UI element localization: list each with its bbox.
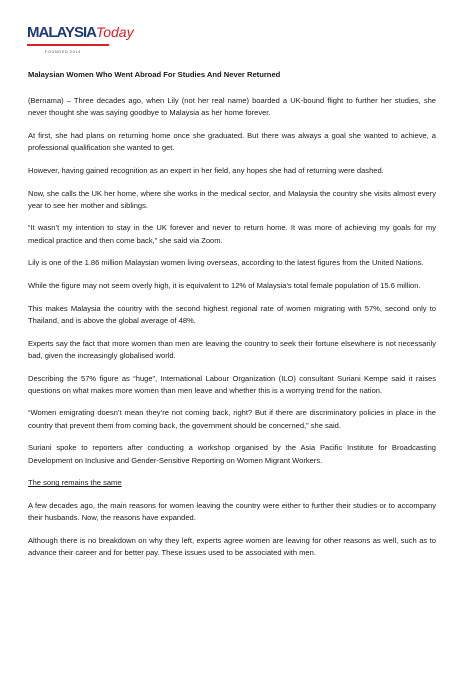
article-paragraph: While the figure may not seem overly high, it is equivalent to 12% of Malaysia’s total female population of 15.6 million. — [28, 281, 421, 291]
article-paragraph: “Women emigrating doesn’t mean they’re not coming back, right? But if there are discriminatory policies in place in the country that prevent them from coming back, the government should be concerned,” she said. — [28, 408, 436, 430]
article-body — [28, 95, 436, 570]
article-paragraph: A few decades ago, the main reasons for women leaving the country were either to further their studies or to accompany their husbands. Now, the reasons have expanded. — [28, 500, 436, 523]
article-paragraph: (Bernama) – Three decades ago, when Lily (not her real name) boarded a UK-bound flight to further her studies, she never thought she was saying goodbye to Malaysia as her home forever. — [28, 96, 436, 118]
article-paragraph: Experts say the fact that more women than men are leaving the country to seek their fortune elsewhere is not necessarily bad, given the increasingly globalised world. — [28, 338, 436, 360]
logo-wordmark — [27, 24, 134, 41]
article-paragraph: “It wasn’t my intention to stay in the UK forever and never to return home. It was more of achieving my goals for my medical practice and then come back,” she said via Zoom. — [28, 223, 436, 245]
article-paragraph: Now, she calls the UK her home, where she works in the medical sector, and Malaysia the country she visits almost every year to see her mother and siblings. — [28, 188, 436, 210]
logo-underline — [27, 44, 109, 46]
article-paragraph: Lily is one of the 1.86 million Malaysian women living overseas, according to the latest figures from the United Nations. — [28, 258, 424, 268]
logo-word-accent: Today — [95, 24, 134, 40]
logo-tagline: FOUNDED 2014 — [45, 49, 81, 54]
article-paragraph: Describing the 57% figure as “huge”, International Labour Organization (ILO) consultant Suriani Kempe said it raises questions on what makes more women than men leave and whether this is a worrying trend for the nation. — [28, 373, 436, 395]
malaysia-today-logo — [27, 24, 134, 60]
article-paragraph: This makes Malaysia the country with the second highest regional rate of women migrating with 57%, second only to Thailand, and is above the global average of 48%. — [28, 303, 436, 325]
article-paragraph: However, having gained recognition as an expert in her field, any hopes she had of returning were dashed. — [28, 165, 384, 175]
section-subheading: The song remains the same — [28, 478, 122, 488]
article-title: Malaysian Women Who Went Abroad For Studies And Never Returned — [28, 70, 281, 79]
article-paragraph: Although there is no breakdown on why they left, experts agree women are leaving for other reasons as well, such as to advance their career and for better pay. These issues used to be associated with men. — [28, 535, 436, 558]
article-paragraph: At first, she had plans on returning home once she graduated. But there was always a goal she wanted to achieve, a professional qualification she wanted to get. — [28, 130, 436, 153]
article-paragraph: Suriani spoke to reporters after conducting a workshop organised by the Asia Pacific Institute for Broadcasting Development on Inclusive and Gender-Sensitive Reporting on Women Migrant Workers. — [28, 443, 436, 465]
logo-word-main: MALAYSIA — [27, 24, 96, 41]
